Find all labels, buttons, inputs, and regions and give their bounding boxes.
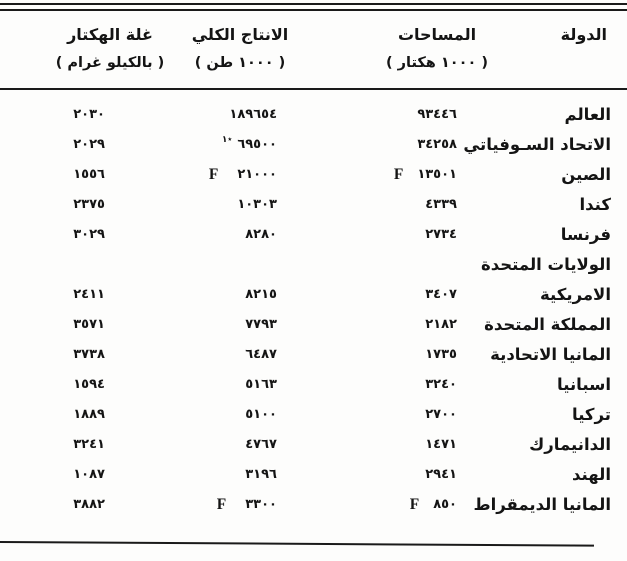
fao-estimate-flag: F [208,166,219,183]
area-value: ٢٧٣٤ [425,227,457,242]
production-value: ٨٢٨٠ [245,227,277,242]
yield-value: ١٥٩٤ [73,377,105,392]
country-cell [457,100,627,130]
country-cell [457,160,627,190]
area-header-unit: ( ١٠٠٠ هكتار ) [385,55,488,71]
table-row [0,310,627,340]
yield-cell [0,220,105,250]
yield-value: ٣٨٨٢ [73,497,105,512]
table-row [0,280,627,310]
area-value: ٣٤٢٥٨ [417,137,457,152]
production-cell [105,340,277,370]
yield-cell [0,280,105,310]
yield-value: ١٥٥٦ [73,167,105,182]
area-value: ٢٩٤١ [425,467,457,482]
country-cell [457,460,627,490]
production-header-label: الانتاج الكلي [191,25,289,44]
area-value: ١٧٣٥ [425,347,457,362]
country-name: المانيا الاتحادية [490,345,611,364]
yield-cell [0,430,105,460]
production-cell [105,220,277,250]
yield-cell [0,160,105,190]
area-cell [277,400,457,430]
fao-estimate-flag: F [216,496,227,513]
area-cell [277,130,457,160]
area-value: ٣٤٠٧ [425,287,457,302]
country-name: الهند [571,465,611,484]
fao-estimate-flag: F [409,496,420,513]
table-row [0,190,627,220]
country-name: تركيا [572,405,611,424]
table-row [0,490,627,520]
area-cell [277,460,457,490]
production-cell [105,280,277,310]
country-cell [457,340,627,370]
country-name: الصين [561,165,611,184]
country-cell [457,280,627,310]
area-cell [277,220,457,250]
production-cell [105,130,277,160]
production-cell [105,430,277,460]
country-cell [457,310,627,340]
country-header-label: الدولة [560,25,607,44]
fao-estimate-flag: F [393,166,404,183]
country-cell [457,430,627,460]
area-header-label: المساحات [397,25,477,44]
yield-cell [0,460,105,490]
production-value: ٦٩٥٠٠ [237,137,277,152]
country-cell [457,250,627,280]
area-value: ١٣٥٠١ [417,167,457,182]
yield-cell [0,310,105,340]
yield-value: ٢٤١١ [73,287,105,302]
country-name: العالم [564,105,611,124]
area-value: ١٤٧١ [425,437,457,452]
production-cell [105,250,277,280]
area-cell [277,310,457,340]
production-cell [105,490,277,520]
country-cell [457,370,627,400]
yield-value: ٣٠٢٩ [73,227,105,242]
yield-value: ٣٥٧١ [73,317,105,332]
yield-cell [0,370,105,400]
table-row [0,430,627,460]
table-body [0,100,627,520]
yield-value: ٣٢٤١ [73,437,105,452]
area-cell [277,100,457,130]
yield-cell [0,190,105,220]
area-value: ٢٧٠٠ [425,407,457,422]
header-separator-rule [0,88,627,90]
production-value: ٨٢١٥ [245,287,277,302]
country-name: فرنسا [560,225,611,244]
country-name: كندا [579,195,611,214]
table-row [0,130,627,160]
country-name: الامريكية [540,285,611,304]
area-cell [277,490,457,520]
yield-header-unit: ( بالكيلو غرام ) [55,55,165,71]
bottom-rule [0,541,594,547]
area-cell [277,430,457,460]
country-cell [457,400,627,430]
production-value: ٣١٩٦ [245,467,277,482]
table-row [0,160,627,190]
production-cell [105,190,277,220]
production-value: ٤٧٦٧ [245,437,277,452]
production-header-unit: ( ١٠٠٠ طن ) [194,55,286,71]
country-name: اسبانيا [557,375,611,394]
production-value: ٣٣٠٠ [245,497,277,512]
yield-cell [0,130,105,160]
production-cell [105,460,277,490]
table-row [0,460,627,490]
production-cell [105,400,277,430]
production-value: ٦٤٨٧ [245,347,277,362]
table-row [0,340,627,370]
production-value: ٥١٠٠ [245,407,277,422]
yield-cell [0,490,105,520]
yield-cell [0,340,105,370]
yield-cell [0,100,105,130]
production-value: ٧٧٩٣ [245,317,277,332]
production-cell [105,160,277,190]
area-cell [277,250,457,280]
column-header-area [357,20,517,78]
table-row [0,220,627,250]
yield-header-label: غلة الهكتار [67,25,153,44]
production-value: ٥١٦٣ [245,377,277,392]
area-value: ٤٣٣٩ [425,197,457,212]
yield-value: ٢٠٢٩ [73,137,105,152]
country-name: الولايات المتحدة [480,255,611,274]
column-header-country [561,20,607,49]
country-cell [457,220,627,250]
area-value: ٩٣٤٤٦ [417,107,457,122]
area-cell [277,190,457,220]
yield-value: ١٨٨٩ [73,407,105,422]
column-header-yield [30,20,190,78]
country-cell [457,490,627,520]
production-value: ١٨٩٦٥٤ [229,107,277,122]
country-name: الدانيمارك [529,435,611,454]
area-value: ٨٥٠ [433,497,457,512]
production-cell [105,100,277,130]
table-row [0,400,627,430]
production-value: ١٠٣٠٣ [237,197,277,212]
country-name: الاتحاد السـوفياتي [463,135,611,154]
country-cell [457,130,627,160]
yield-value: ٣٧٣٨ [73,347,105,362]
yield-value: ٢٣٧٥ [73,197,105,212]
yield-value: ١٠٨٧ [73,467,105,482]
top-rule-outer [0,3,627,5]
area-value: ٣٢٤٠ [425,377,457,392]
area-value: ٢١٨٢ [425,317,457,332]
country-cell [457,190,627,220]
yield-value: ٢٠٣٠ [73,107,105,122]
area-cell [277,370,457,400]
production-cell [105,370,277,400]
yield-cell [0,250,105,280]
production-cell [105,310,277,340]
country-name: المانيا الديمقراط [473,495,611,514]
footnote-marker: ١٭ [221,135,233,145]
table-row [0,100,627,130]
area-cell [277,160,457,190]
area-cell [277,280,457,310]
area-cell [277,340,457,370]
country-name: المملكة المتحدة [484,315,611,334]
production-value: ٢١٠٠٠ [237,167,277,182]
top-rule-inner [0,9,627,11]
table-row [0,370,627,400]
yield-cell [0,400,105,430]
table-row [0,250,627,280]
